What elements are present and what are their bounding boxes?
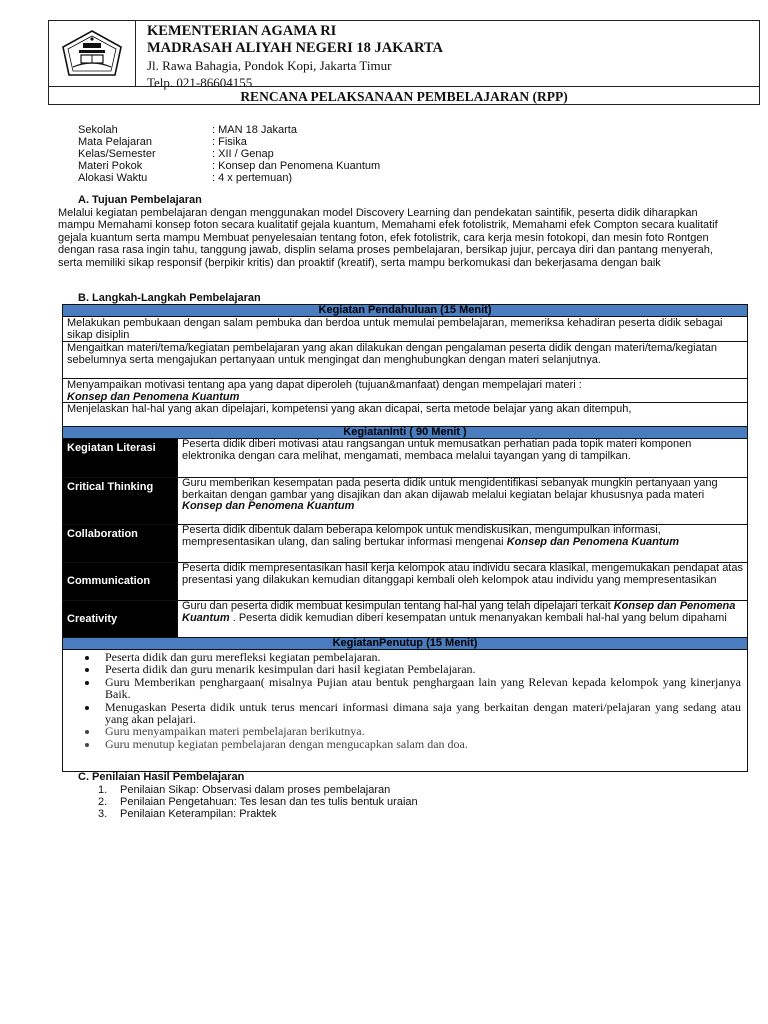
- identity-value: : XII / Genap: [212, 148, 274, 160]
- school-address: Jl. Rawa Bahagia, Pondok Kopi, Jakarta Timur: [147, 58, 392, 73]
- core-row-text: Peserta didik mempresentasikan hasil kerja kelompok atau individu secara klasikal, mengemukakan pendapat atas presentasi yang dilakukan kemudian ditanggapi kembali oleh kelompok atau individu yang mempresentasikan: [177, 563, 747, 600]
- section-b-title: B. Langkah-Langkah Pembelajaran: [78, 292, 261, 304]
- identity-key: Sekolah: [78, 124, 118, 136]
- core-row-label: Creativity: [63, 601, 177, 637]
- core-band: KegiatanInti ( 90 Menit ): [63, 427, 747, 439]
- identity-row: [78, 124, 380, 136]
- core-row-text-body: Peserta didik dibentuk dalam beberapa kelompok untuk mendiskusikan, mengumpulkan informasi, mempresentasikan ulang, dan saling bertukar informasi mengenai: [182, 524, 661, 548]
- closing-item: • Menugaskan Peserta didik untuk terus mencari informasi dimana saja yang berkaitan dengan materi/pelajaran yang sedang atau yang akan pelajari.: [99, 701, 741, 726]
- core-row-text-body: Guru dan peserta didik membuat kesimpulan tentang hal-hal yang telah dipelajari terkait: [182, 600, 614, 612]
- core-row-critical-thinking: [63, 478, 747, 525]
- section-c-title: C. Penilaian Hasil Pembelajaran: [78, 771, 245, 783]
- assessment-item: [98, 784, 418, 796]
- letterhead-info: [135, 21, 759, 90]
- identity-row: [78, 160, 380, 172]
- core-row-text: [177, 478, 747, 524]
- core-row-topic: Konsep dan Penomena Kuantum: [182, 600, 736, 624]
- identity-row: [78, 172, 380, 184]
- assessment-number: 2.: [98, 796, 108, 808]
- assessment-text: Penilaian Sikap: Observasi dalam proses pembelajaran: [120, 784, 391, 796]
- core-row-label: Kegiatan Literasi: [63, 439, 177, 477]
- intro-row: [63, 379, 747, 403]
- assessment-item: [98, 808, 418, 820]
- closing-item: • Guru Memberikan penghargaan( misalnya Pujian atau bentuk penghargaan lain yang Relevan kepada kelompok yang kinerjanya Baik.: [99, 676, 741, 701]
- identity-key: Kelas/Semester: [78, 148, 156, 160]
- intro-row: Menjelaskan hal-hal yang akan dipelajari, kompetensi yang akan dicapai, serta metode belajar yang akan ditempuh,: [63, 403, 747, 427]
- core-row-label: Collaboration: [63, 525, 177, 562]
- identity-key: Alokasi Waktu: [78, 172, 148, 184]
- intro-row: Mengaitkan materi/tema/kegiatan pembelajaran yang akan dilakukan dengan pengalaman peserta didik dengan materi/tema/kegiatan sebelumnya serta mengajukan pertanyaan untuk mengingat dan menghubungkan dengan materi selanjutnya.: [63, 342, 747, 379]
- assessment-list: [98, 784, 418, 820]
- school-name: MADRASAH ALIYAH NEGERI 18 JAKARTA: [147, 40, 443, 56]
- assessment-number: 1.: [98, 784, 108, 796]
- closing-item: • Peserta didik dan guru merefleksi kegiatan pembelajaran.: [99, 651, 741, 663]
- core-row-text-body: Guru memberikan kesempatan pada peserta didik untuk mengidentifikasi sebanyak mungkin pertanyaan yang berkaitan dengan gambar yang disajikan dan akan dijawab melalui kegiatan belajar khususnya pada materi: [182, 477, 718, 501]
- logo-cell: [49, 21, 136, 86]
- identity-block: [78, 124, 380, 184]
- closing-item: • Guru menutup kegiatan pembelajaran dengan mengucapkan salam dan doa.: [99, 738, 741, 750]
- core-row-label: Critical Thinking: [63, 478, 177, 524]
- identity-value: : Fisika: [212, 136, 247, 148]
- core-row-text: [177, 601, 747, 637]
- section-a-title: A. Tujuan Pembelajaran: [78, 194, 202, 206]
- letterhead: [48, 20, 760, 105]
- ministry-seal-logo: [59, 29, 125, 79]
- identity-row: [78, 148, 380, 160]
- learning-steps-table: [62, 304, 748, 772]
- ministry-name: KEMENTERIAN AGAMA RI: [147, 23, 337, 39]
- identity-value: : MAN 18 Jakarta: [212, 124, 297, 136]
- identity-key: Mata Pelajaran: [78, 136, 152, 148]
- intro-row: Melakukan pembukaan dengan salam pembuka dan berdoa untuk memulai pembelajaran, memeriksa kehadiran peserta didik sebagai sikap disiplin: [63, 317, 747, 342]
- closing-cell: [63, 650, 747, 771]
- closing-list: [63, 651, 747, 750]
- section-a-text: Melalui kegiatan pembelajaran dengan menggunakan model Discovery Learning dan pendekatan saintifik, peserta didik diharapkan mampu Memahami konsep foton secara kualitatif gejala kuantum, Memahami efek fotolistrik, Memahami efek Compton secara kualitatif gejala kuantum serta mampu Membuat penyelesaian tentang foton, efek fotolistrik, cara kerja mesin fotokopi, dan mesin foto Rontgen dengan rasa rasa ingin tahu, tanggung jawab, displin selama proses pembelajaran, bersikap jujur, percaya diri dan pantang menyerah, serta memiliki sikap responsif (berpikir kritis) dan proaktif (kreatif), serta mampu berkomukasi dan bekerjasama dengan baik: [58, 207, 718, 269]
- core-row-creativity: [63, 601, 747, 638]
- intro-row-topic: Konsep dan Penomena Kuantum: [67, 391, 240, 404]
- identity-row: [78, 136, 380, 148]
- core-row-collaboration: [63, 525, 747, 563]
- document-title: RENCANA PELAKSANAAN PEMBELAJARAN (RPP): [49, 86, 759, 106]
- identity-value: : 4 x pertemuan): [212, 172, 293, 184]
- core-row-topic: Konsep dan Penomena Kuantum: [182, 500, 355, 513]
- identity-value: : Konsep dan Penomena Kuantum: [212, 160, 381, 172]
- assessment-number: 3.: [98, 808, 108, 820]
- closing-item: • Guru menyampaikan materi pembelajaran berikutnya.: [99, 725, 741, 737]
- assessment-item: [98, 796, 418, 808]
- core-row-text: [177, 525, 747, 562]
- core-row-label: Communication: [63, 563, 177, 600]
- school-phone: Telp. 021-86604155: [147, 75, 253, 90]
- assessment-text: Penilaian Pengetahuan: Tes lesan dan tes tulis bentuk uraian: [120, 796, 418, 808]
- identity-key: Materi Pokok: [78, 160, 143, 172]
- core-row-literasi: [63, 439, 747, 478]
- closing-item: • Peserta didik dan guru menarik kesimpulan dari hasil kegiatan Pembelajaran.: [99, 663, 741, 675]
- core-row-topic: Konsep dan Penomena Kuantum: [506, 535, 680, 548]
- intro-row-text: Menyampaikan motivasi tentang apa yang dapat diperoleh (tujuan&manfaat) dengan mempelajari materi :: [67, 379, 582, 391]
- closing-band: KegiatanPenutup (15 Menit): [63, 638, 747, 650]
- assessment-text: Penilaian Keterampilan: Praktek: [120, 808, 277, 820]
- core-row-communication: [63, 563, 747, 601]
- core-row-text-tail: . Peserta didik kemudian diberi kesempatan untuk menanyakan kembali hal-hal yang belum dipahami: [229, 611, 727, 624]
- core-row-text: Peserta didik diberi motivasi atau rangsangan untuk memusatkan perhatian pada topik materi komponen elektronika dengan cara melihat, mengamati, membaca melalui tayangan yang di tampilkan.: [177, 439, 747, 477]
- intro-band: Kegiatan Pendahuluan (15 Menit): [63, 305, 747, 317]
